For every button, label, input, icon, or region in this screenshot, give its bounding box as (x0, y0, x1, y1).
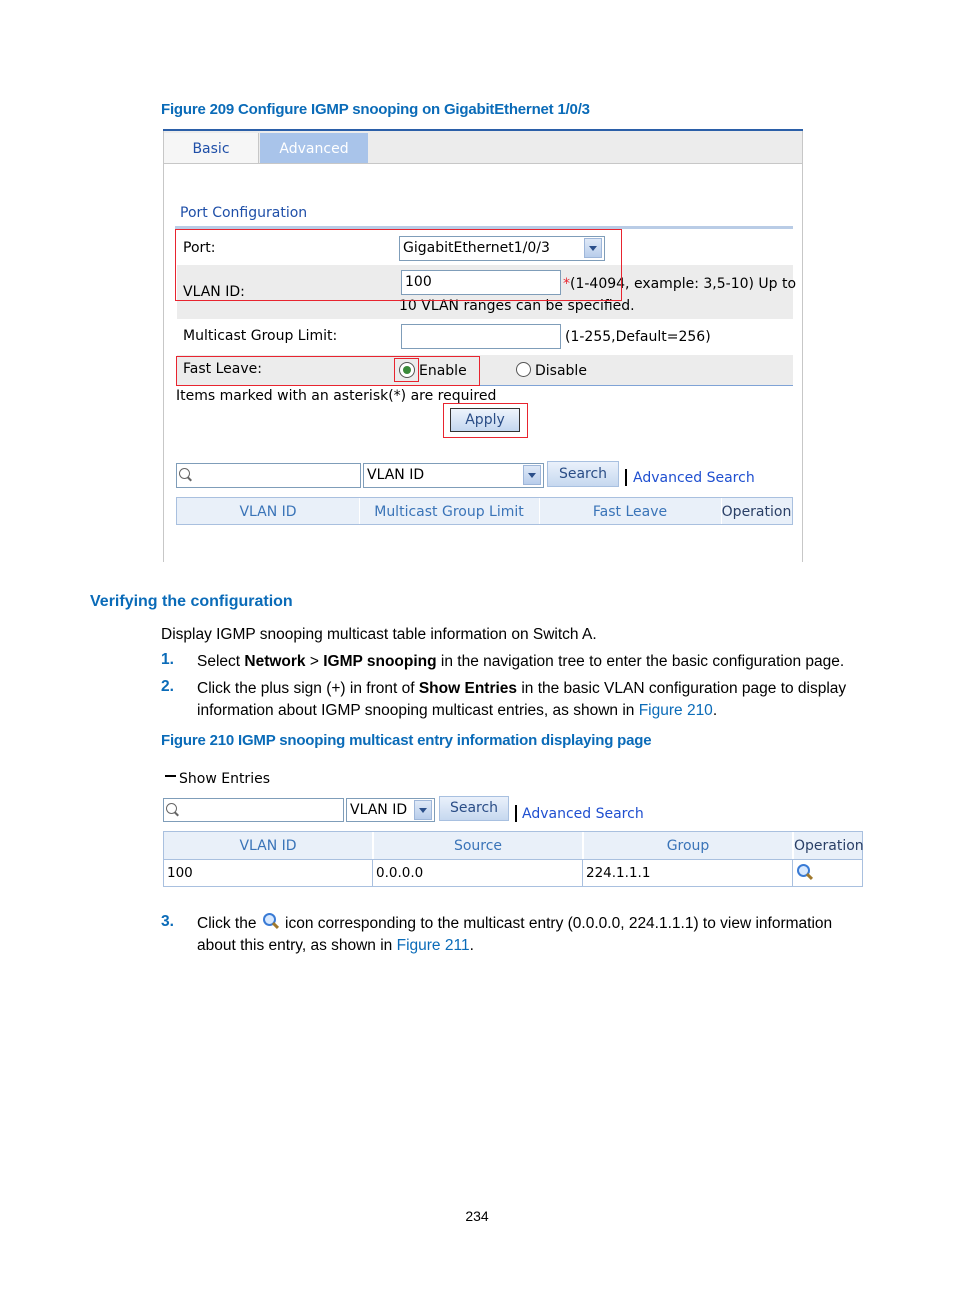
figure-209-caption: Figure 209 Configure IGMP snooping on GigabitEthernet 1/0/3 (161, 101, 590, 118)
multicast-group-limit-input[interactable] (401, 324, 561, 349)
step-2-bold: Show Entries (418, 680, 518, 697)
advanced-search-link[interactable]: Advanced Search (522, 806, 644, 822)
column-group[interactable]: Group (584, 832, 794, 859)
row-vlan: 100 (167, 865, 193, 881)
intro-text: Display IGMP snooping multicast table information on Switch A. (161, 626, 597, 643)
step-2-part: Click the plus sign (+) in front of (197, 680, 419, 697)
step-1-part: in the navigation tree to enter the basic configuration page. (436, 653, 845, 670)
fast-leave-label: Fast Leave: (183, 361, 262, 377)
row-source: 0.0.0.0 (376, 865, 424, 881)
search-button[interactable]: Search (547, 461, 619, 487)
tab-advanced[interactable]: Advanced (260, 133, 368, 163)
row-group: 224.1.1.1 (586, 865, 651, 881)
step-1-bold-igmp: IGMP snooping (323, 653, 437, 670)
multicast-group-limit-hint: (1-255,Default=256) (565, 329, 711, 345)
column-operation[interactable]: Operation (721, 504, 792, 520)
step-3-part: about this entry, as shown in (197, 937, 397, 954)
search-input[interactable] (163, 798, 344, 822)
column-fast-leave[interactable]: Fast Leave (539, 498, 722, 524)
search-field-select[interactable] (346, 798, 435, 822)
vlan-hint-line1: (1-4094, example: 3,5-10) Up to (570, 276, 797, 292)
step-2-part: in the basic VLAN configuration page to display (517, 680, 847, 697)
port-label: Port: (183, 240, 216, 256)
step-3-text (197, 913, 832, 957)
fast-leave-disable-label: Disable (535, 363, 587, 379)
advanced-search-link[interactable]: Advanced Search (633, 470, 755, 486)
step-1-text (197, 651, 844, 673)
required-asterisk: * (563, 276, 570, 292)
search-field-select-value: VLAN ID (367, 467, 425, 483)
step-2-number: 2. (161, 678, 174, 695)
step-1-number: 1. (161, 651, 174, 668)
step-2-text (197, 678, 846, 722)
port-configuration-title: Port Configuration (180, 205, 308, 221)
search-field-select-value: VLAN ID (350, 802, 408, 818)
table-row (164, 859, 862, 887)
show-entries-label: Show Entries (179, 771, 270, 787)
figure-210-screenshot (160, 768, 865, 890)
step-2-part: . (712, 702, 718, 719)
figure-210-caption: Figure 210 IGMP snooping multicast entry information displaying page (161, 732, 652, 749)
step-3-number: 3. (161, 913, 174, 930)
step-3-part: . (469, 937, 474, 954)
tab-basic[interactable]: Basic (164, 133, 259, 163)
magnifier-icon (261, 913, 281, 931)
search-button[interactable]: Search (439, 796, 509, 821)
column-vlan-id[interactable]: VLAN ID (164, 832, 374, 859)
highlight-enable-radio (394, 358, 419, 382)
apply-button[interactable]: Apply (450, 408, 520, 432)
highlight-fast-leave (176, 356, 480, 386)
search-input[interactable] (176, 463, 361, 488)
vlan-id-value: 100 (405, 274, 432, 290)
table-header (176, 497, 793, 525)
search-field-select[interactable] (363, 463, 544, 488)
step-1-part: Select (197, 653, 245, 670)
chevron-down-icon (414, 800, 432, 820)
fast-leave-disable-radio[interactable] (516, 362, 531, 377)
magnifier-icon[interactable] (796, 863, 814, 881)
highlight-apply (443, 403, 528, 438)
required-note: Items marked with an asterisk(*) are required (176, 388, 497, 404)
column-multicast-group-limit[interactable]: Multicast Group Limit (359, 498, 540, 524)
step-1-bold-network: Network (244, 653, 306, 670)
vlan-hint-line2: 10 VLAN ranges can be specified. (399, 298, 635, 314)
column-operation[interactable]: Operation (794, 838, 864, 854)
step-1-part: > (305, 653, 324, 670)
figure-209-screenshot (163, 129, 803, 562)
collapse-icon[interactable] (165, 775, 176, 777)
column-source[interactable]: Source (374, 832, 584, 859)
chevron-down-icon (523, 465, 541, 485)
step-3-part: icon corresponding to the multicast entry (0.0.0.0, 224.1.1.1) to view information (280, 915, 833, 932)
step-2-part: information about IGMP snooping multicast entries, as shown in (197, 702, 639, 719)
section-heading: Verifying the configuration (90, 593, 293, 610)
highlight-port-vlan (175, 229, 622, 301)
port-select-value: GigabitEthernet1/0/3 (403, 240, 550, 256)
figure-210-link[interactable]: Figure 210 (638, 702, 713, 719)
figure-211-link[interactable]: Figure 211 (396, 937, 470, 954)
multicast-group-limit-label: Multicast Group Limit: (183, 328, 338, 344)
column-vlan-id[interactable]: VLAN ID (177, 498, 360, 524)
fast-leave-enable-label: Enable (419, 363, 467, 379)
entries-table (163, 831, 863, 887)
table-header (164, 832, 862, 859)
page-number: 234 (465, 1208, 489, 1224)
step-3-part: Click the (197, 915, 261, 932)
vlan-id-label: VLAN ID: (183, 284, 245, 300)
